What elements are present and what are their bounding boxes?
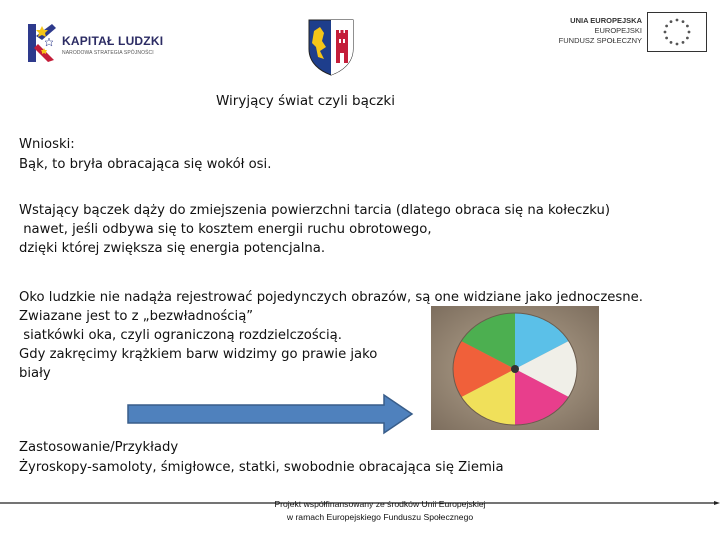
paragraph-line: biały bbox=[19, 366, 51, 381]
applications-label: Zastosowanie/Przykłady bbox=[19, 440, 179, 455]
paragraph-line: Oko ludzkie nie nadąża rejestrować pojedynczych obrazów, są one widziane jako jednoczesne. bbox=[19, 290, 643, 305]
conclusions-label: Wnioski: bbox=[19, 137, 75, 152]
eu-logo-line2: EUROPEJSKI bbox=[594, 26, 642, 35]
eu-flag bbox=[647, 12, 707, 52]
color-wheel-image bbox=[431, 306, 599, 430]
coat-of-arms bbox=[306, 17, 356, 77]
paragraph-line: Wstający bączek dąży do zmiejszenia powierzchni tarcia (dlatego obraca się na kołeczku) bbox=[19, 203, 610, 218]
footer-divider bbox=[0, 490, 720, 494]
kapital-ludzki-title: KAPITAŁ LUDZKI bbox=[62, 34, 164, 48]
footer-line2: w ramach Europejskiego Funduszu Społecznego bbox=[286, 512, 474, 522]
paragraph-friction bbox=[19, 201, 610, 258]
paragraph-line: Zwiazane jest to z „bezwładnością” bbox=[19, 309, 254, 324]
right-arrow bbox=[126, 393, 414, 435]
paragraph-line: siatkówki oka, czyli ograniczoną rozdzielczością. bbox=[19, 328, 342, 343]
paragraph-line: dzięki której zwiększa się energia potencjalna. bbox=[19, 241, 326, 256]
kapital-ludzki-subtitle: NARODOWA STRATEGIA SPÓJNOŚCI bbox=[62, 50, 154, 56]
footer-text bbox=[0, 498, 720, 524]
kapital-ludzki-logo-icon bbox=[22, 16, 62, 68]
paragraph-line: nawet, jeśli odbywa się to kosztem energii ruchu obrotowego, bbox=[19, 222, 432, 237]
eu-logo-text bbox=[548, 16, 642, 56]
color-wheel-photo bbox=[431, 306, 599, 430]
eu-logo-line1: UNIA EUROPEJSKA bbox=[570, 16, 642, 25]
conclusion-text: Bąk, to bryła obracająca się wokół osi. bbox=[19, 157, 272, 172]
applications-text: Żyroskopy-samoloty, śmigłowce, statki, swobodnie obracająca się Ziemia bbox=[19, 460, 504, 475]
slide-title: Wiryjący świat czyli bączki bbox=[216, 93, 395, 109]
coat-of-arms-icon bbox=[306, 17, 356, 77]
eu-logo-line3: FUNDUSZ SPOŁECZNY bbox=[558, 36, 642, 45]
paragraph-line: Gdy zakręcimy krążkiem barw widzimy go prawie jako bbox=[19, 347, 378, 362]
eu-flag-icon bbox=[647, 12, 707, 52]
footer-line1: Projekt współfinansowany ze środków Unii Europejskiej bbox=[274, 499, 486, 509]
right-arrow-icon bbox=[126, 393, 414, 435]
kapital-ludzki-logo bbox=[22, 16, 172, 68]
